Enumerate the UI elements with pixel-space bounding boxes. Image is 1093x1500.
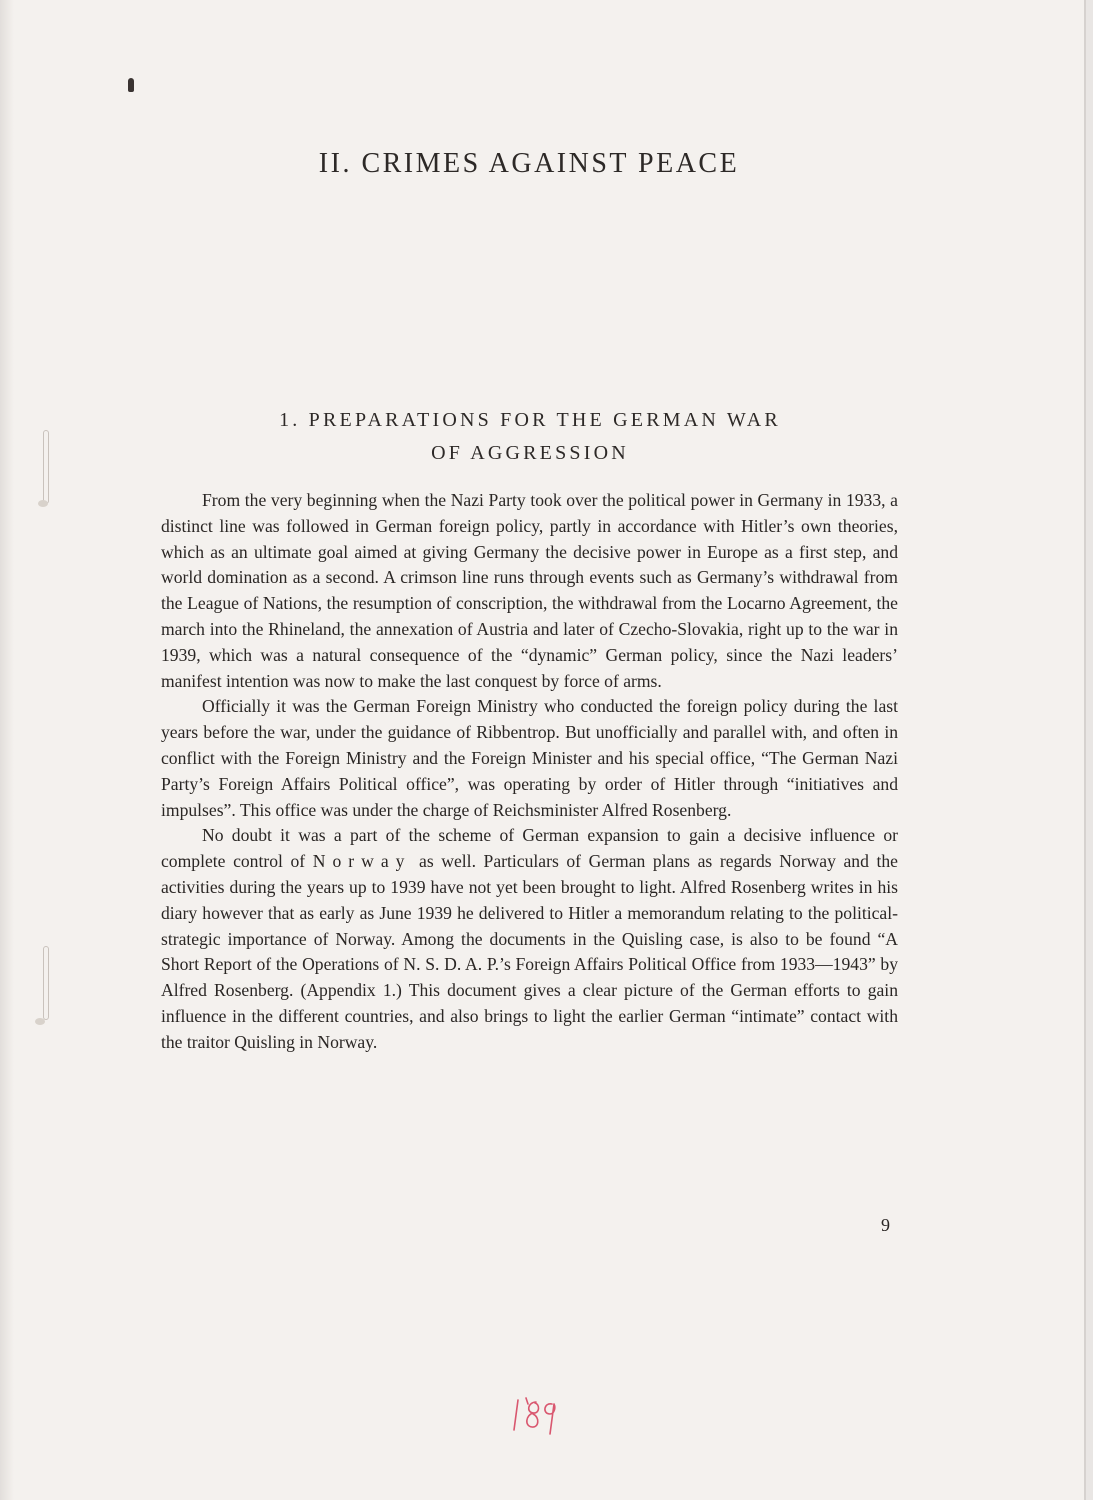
paragraph-3-end: as well. Particulars of German plans as regards Norway and the activities during the years up to 1939 have not yet been brought to light. Alfred Rosenberg writes in his diary however that as early as June 1939 he delivered to Hitler a memorandum relating to the political-strategic importance of Norway. Among the documents in the Quisling case, is also to be found “A Short Report of the Operations of N. S. D. A. P.’s Foreign Affairs Political Office from 1933—1943” by Alfred Rosenberg. (Appendix 1.) This document gives a clear picture of the German efforts to gain influence in the different countries, and also brings to light the earlier German “intimate” contact with the traitor Quisling in Norway. — [161, 851, 898, 1052]
chapter-title: II. CRIMES AGAINST PEACE — [318, 148, 740, 179]
paragraph-3-start: No doubt it was a part of the scheme of German expansion to gain a decisive influence or complete control of — [161, 825, 898, 872]
body-text — [161, 488, 898, 1056]
section-title-line-1: 1. PREPARATIONS FOR THE GERMAN WAR — [279, 409, 781, 431]
paragraph-3 — [161, 823, 898, 1055]
section-title-line-2: OF AGGRESSION — [431, 442, 629, 464]
paragraph-2: Officially it was the German Foreign Ministry who conducted the foreign policy during the last years before the war, under the guidance of Ribbentrop. But unofficially and parallel with, and often in conflict with the Foreign Ministry and the Foreign Minister and his special office, “The German Nazi Party’s Foreign Affairs Political office”, was operating by order of Hitler through “initiatives and impulses”. This office was under the charge of Reichsminister Alfred Rosenberg. — [161, 696, 898, 820]
binding-stitch-top — [43, 430, 49, 504]
punch-hole — [128, 78, 134, 92]
section-title — [160, 404, 900, 470]
paragraph-1: From the very beginning when the Nazi Party took over the political power in Germany in 1933, a distinct line was followed in German foreign policy, partly in accordance with Hitler’s own theories, which as an ultimate goal aimed at giving Germany the decisive power in Europe as a first step, and world domination as a second. A crimson line runs through events such as Germany’s withdrawal from the League of Nations, the resumption of conscription, the withdrawal from the Locarno Agreement, the march into the Rhineland, the annexation of Austria and later of Czecho-Slovakia, right up to the war in 1939, which was a natural consequence of the “dynamic” German policy, since the Nazi leaders’ manifest intention was now to make the last conquest by force of arms. — [161, 490, 898, 691]
binding-knot-top — [38, 500, 48, 507]
page-number: 9 — [881, 1215, 890, 1235]
spine-shadow — [0, 0, 14, 1500]
binding-knot-bottom — [35, 1018, 45, 1025]
binding-stitch-bottom — [43, 946, 49, 1020]
paragraph-3-emphasis: Norway — [312, 851, 412, 872]
handwritten-folio-number — [506, 1390, 566, 1440]
